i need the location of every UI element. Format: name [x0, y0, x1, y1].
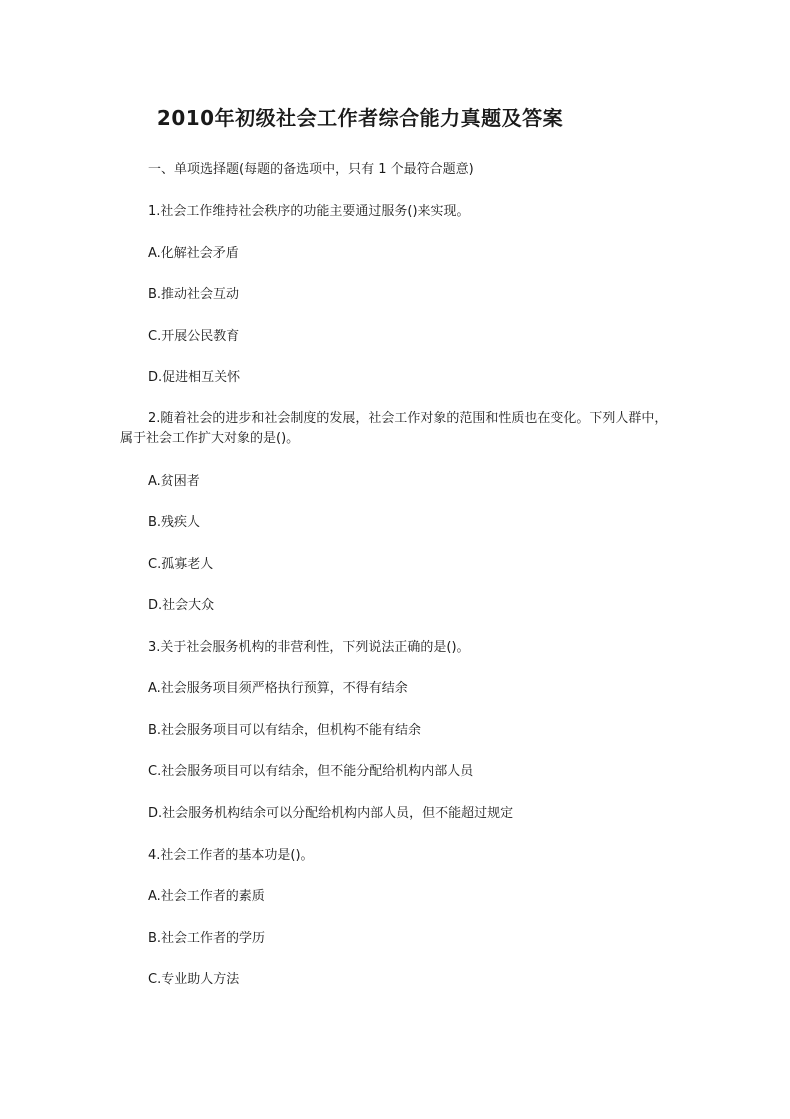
option-2c: C.孤寡老人: [148, 557, 214, 572]
option-1d: D.促进相互关怀: [148, 370, 241, 385]
section-heading: 一、单项选择题(每题的备选项中，只有 1 个最符合题意): [148, 162, 474, 177]
document-title: 2010年初级社会工作者综合能力真题及答案: [156, 106, 564, 130]
option-4b: B.社会工作者的学历: [148, 931, 266, 946]
option-2d: D.社会大众: [148, 598, 215, 613]
option-2b: B.残疾人: [148, 515, 201, 530]
option-3b: B.社会服务项目可以有结余，但机构不能有结余: [148, 723, 422, 738]
option-1b: B.推动社会互动: [148, 287, 240, 302]
option-4a: A.社会工作者的素质: [148, 889, 265, 904]
option-2a: A.贫困者: [148, 474, 200, 489]
question-stem-1: 1.社会工作维持社会秩序的功能主要通过服务()来实现。: [148, 204, 470, 219]
option-4c: C.专业助人方法: [148, 972, 240, 987]
option-1a: A.化解社会矛盾: [148, 246, 239, 261]
question-stem-2: 2.随着社会的进步和社会制度的发展，社会工作对象的范围和性质也在变化。下列人群中，属于社会工作扩大对象的是()。: [120, 411, 668, 446]
option-3c: C.社会服务项目可以有结余，但不能分配给机构内部人员: [148, 764, 474, 779]
option-1c: C.开展公民教育: [148, 329, 240, 344]
question-stem-4: 4.社会工作者的基本功是()。: [148, 848, 314, 863]
option-3d: D.社会服务机构结余可以分配给机构内部人员，但不能超过规定: [148, 806, 514, 821]
option-3a: A.社会服务项目须严格执行预算，不得有结余: [148, 681, 408, 696]
question-stem-3: 3.关于社会服务机构的非营利性，下列说法正确的是()。: [148, 640, 470, 655]
